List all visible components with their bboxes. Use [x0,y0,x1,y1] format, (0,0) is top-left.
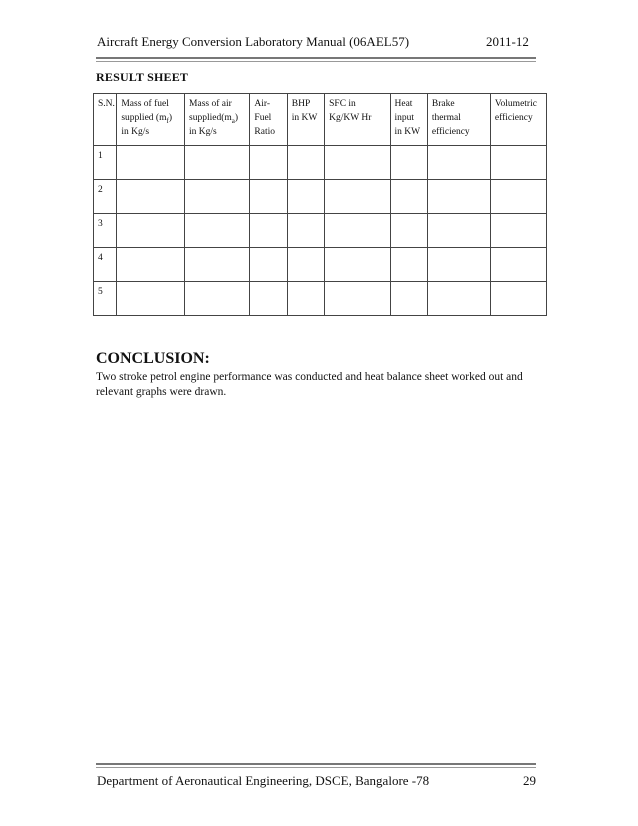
column-header-line: in KW [291,113,318,123]
empty-cell [427,248,490,282]
column-header [490,94,546,146]
empty-cell [185,180,250,214]
page-number: 29 [523,773,536,788]
column-header [325,94,390,146]
column-header-line: thermal [431,113,461,123]
column-header-line: in Kg/s [121,127,150,137]
table-row [94,248,547,282]
header-divider [96,57,536,59]
column-header-line: supplied(m [189,113,232,123]
empty-cell [490,180,546,214]
conclusion-title: CONCLUSION: [96,350,210,367]
row-number: 3 [94,214,117,248]
column-header-line: BHP [291,99,311,109]
empty-cell [427,282,490,316]
empty-cell [325,282,390,316]
column-header-line: S.N. [98,99,115,109]
column-header-line: Brake [431,99,455,109]
empty-cell [390,146,427,180]
header-year: 2011-12 [486,34,529,49]
empty-cell [117,248,185,282]
empty-cell [427,146,490,180]
column-header [427,94,490,146]
empty-cell [325,180,390,214]
column-header-line: in KW [394,127,421,137]
empty-cell [185,248,250,282]
column-header-line: Mass of fuel [121,99,169,109]
empty-cell [287,248,324,282]
column-header-line: efficiency [494,113,533,123]
empty-cell [287,146,324,180]
column-header [94,94,117,146]
empty-cell [490,248,546,282]
empty-cell [390,214,427,248]
empty-cell [287,180,324,214]
empty-cell [185,282,250,316]
column-header [250,94,287,146]
row-number: 4 [94,248,117,282]
empty-cell [117,282,185,316]
result-sheet-title: RESULT SHEET [96,70,189,84]
empty-cell [185,146,250,180]
column-header-line: in Kg/s [189,127,217,137]
table-row [94,180,547,214]
table-body [94,146,547,316]
row-number: 1 [94,146,117,180]
table-row [94,282,547,316]
empty-cell [250,282,287,316]
column-header [185,94,250,146]
column-header-line: SFC in [329,99,356,109]
empty-cell [390,180,427,214]
empty-cell [390,248,427,282]
empty-cell [250,214,287,248]
empty-cell [427,180,490,214]
result-table [93,93,547,316]
header-title: Aircraft Energy Conversion Laboratory Manual (06AEL57) [97,34,410,49]
column-header-line: ) [168,113,172,123]
empty-cell [185,214,250,248]
column-header [287,94,324,146]
column-header-line: input [394,113,415,123]
column-header-line: Ratio [254,127,276,137]
table-header-row [94,94,547,146]
footer-department: Department of Aeronautical Engineering, DSCE, Bangalore -78 [97,773,430,788]
column-header-subscript: a [231,116,235,125]
empty-cell [490,214,546,248]
empty-cell [117,214,185,248]
column-header-line: Kg/KW Hr [329,113,372,123]
column-header-line: Heat [394,99,413,109]
empty-cell [287,282,324,316]
column-header-line: Volumetric [494,99,537,109]
column-header-line: Air- [254,99,271,109]
empty-cell [325,214,390,248]
row-number: 2 [94,180,117,214]
column-header-line: Mass of air [189,99,232,109]
empty-cell [250,146,287,180]
empty-cell [427,214,490,248]
column-header-subscript: f [166,116,169,125]
empty-cell [117,180,185,214]
empty-cell [325,248,390,282]
empty-cell [490,146,546,180]
empty-cell [250,248,287,282]
empty-cell [390,282,427,316]
conclusion-text: Two stroke petrol engine performance was conducted and heat balance sheet worked out and relevant graphs were drawn. [96,371,523,398]
row-number: 5 [94,282,117,316]
column-header [390,94,427,146]
column-header-line: supplied (m [121,113,167,123]
empty-cell [490,282,546,316]
empty-cell [117,146,185,180]
empty-cell [250,180,287,214]
table-row [94,146,547,180]
empty-cell [325,146,390,180]
footer-divider-thin [96,767,536,768]
column-header-line: Fuel [254,113,272,123]
footer-divider [96,763,536,765]
column-header-line: efficiency [431,127,470,137]
table-row [94,214,547,248]
header-divider-thin [96,61,536,62]
column-header-line: ) [234,113,239,123]
column-header [117,94,185,146]
empty-cell [287,214,324,248]
